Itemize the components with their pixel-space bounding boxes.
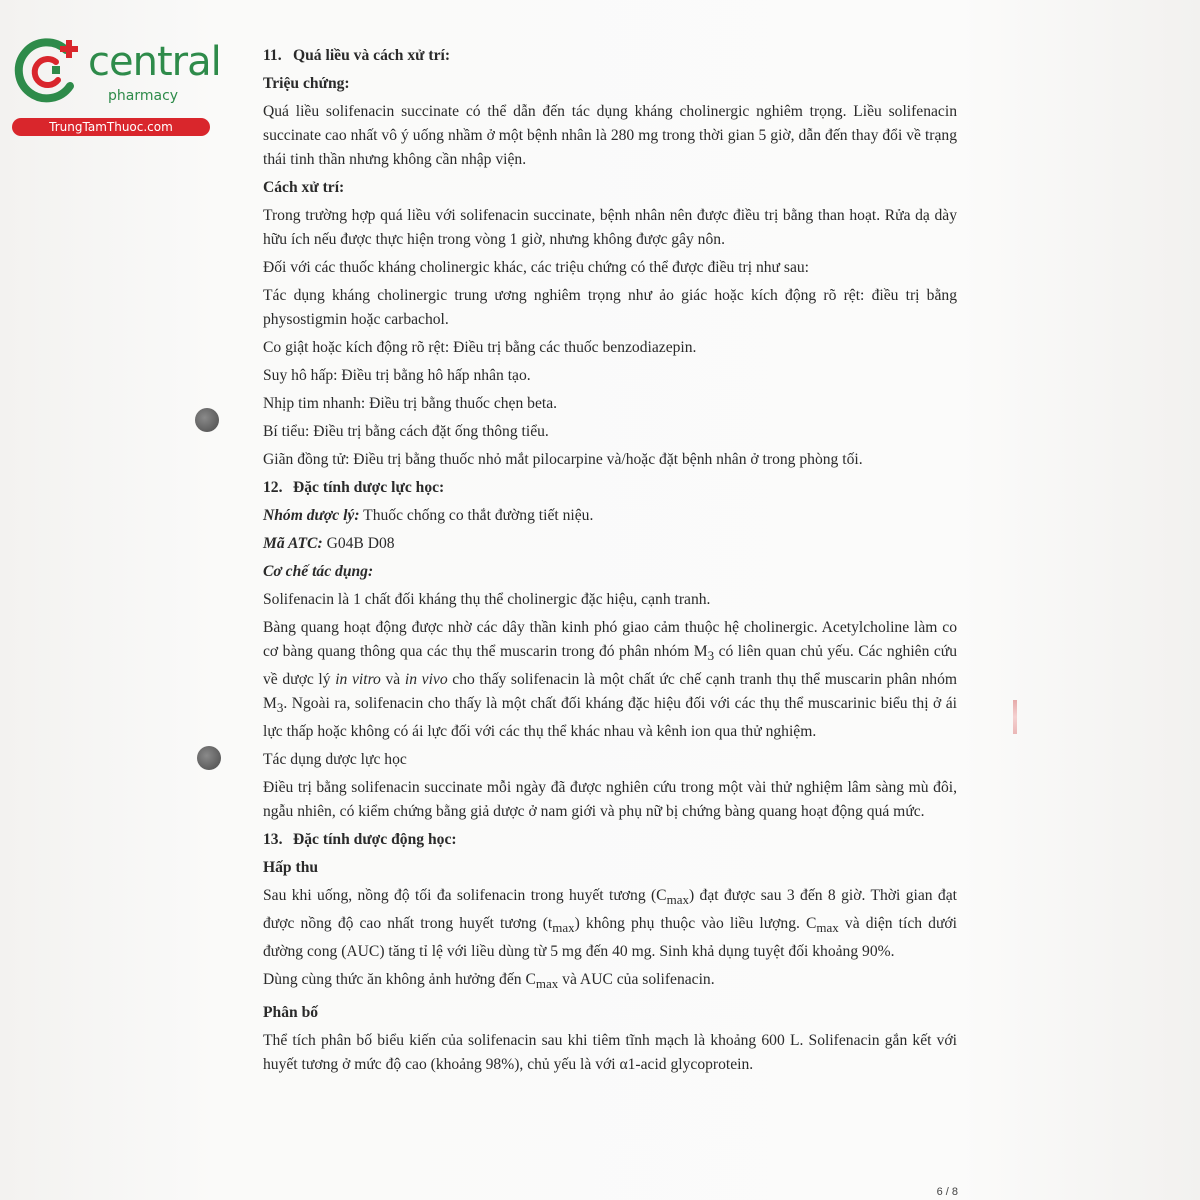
treatment-paragraph: Giãn đồng tử: Điều trị bằng thuốc nhỏ mắt pilocarpine và/hoặc đặt bệnh nhân ở trong phòng tối. — [263, 451, 863, 468]
section-13-heading — [263, 828, 957, 852]
treatment-paragraph: Suy hô hấp: Điều trị bằng hô hấp nhân tạo. — [263, 367, 531, 384]
text-run: ) không phụ thuộc vào liều lượng. C — [574, 915, 817, 933]
document-content — [263, 44, 957, 1081]
section-number: 13. — [263, 831, 283, 849]
absorption-paragraph — [263, 884, 957, 964]
logo-website: TrungTamThuoc.com — [12, 118, 210, 136]
punch-hole-top — [195, 408, 219, 432]
section-title: Đặc tính dược động học: — [293, 831, 457, 849]
central-logo-icon — [12, 36, 84, 108]
section-number: 11. — [263, 47, 282, 64]
mechanism-paragraph — [263, 616, 957, 744]
atc-value: G04B D08 — [326, 535, 395, 552]
section-title: Đặc tính dược lực học: — [293, 479, 445, 496]
margin-mark — [1013, 700, 1017, 734]
text-run: cho thấy solifenacin là một chất ức chế cạnh tranh thụ thể muscarin phân nhóm M — [263, 671, 958, 713]
text-run: Dùng cùng thức ăn không ảnh hưởng đến C — [263, 971, 536, 989]
atc-label: Mã ATC: — [263, 535, 323, 552]
absorption-heading: Hấp thu — [263, 859, 319, 877]
symptoms-heading: Triệu chứng: — [263, 75, 350, 92]
text-run: . Ngoài ra, solifenacin cho thấy là một chất đối kháng đặc hiệu đối với các thụ thể muscarinic biểu thị ở ái lực thấp hoặc không có ái lực đối với các thụ thể khác nhau và kênh ion qua thử nghiệm. — [263, 695, 957, 741]
distribution-heading: Phân bố — [263, 1003, 319, 1021]
section-12-heading — [263, 476, 957, 500]
section-11-heading — [263, 44, 957, 68]
absorption-paragraph — [263, 968, 957, 996]
page-number: 6 / 8 — [936, 1186, 958, 1198]
text-run: và AUC của solifenacin. — [558, 971, 715, 989]
treatment-paragraph: Tác dụng kháng cholinergic trung ương nghiêm trọng như ảo giác hoặc kích động rõ rệt: điều trị bằng physostigmin hoặc carbachol. — [263, 287, 957, 328]
subscript: max — [666, 892, 689, 908]
subscript: max — [552, 920, 575, 936]
italic-run: in vivo — [404, 671, 448, 689]
text-run: Sau khi uống, nồng độ tối đa solifenacin trong huyết tương (C — [263, 887, 667, 905]
symptoms-text: Quá liều solifenacin succinate có thể dẫn đến tác dụng kháng cholinergic nghiêm trọng. Liều solifenacin succinate cao nhất vô ý uống nhầm ở một bệnh nhân là 280 mg trong thời gian 5 giờ, dẫn đến thay đổi về trạng thái tinh thần nhưng không cần nhập viện. — [263, 103, 957, 168]
treatment-paragraph: Trong trường hợp quá liều với solifenacin succinate, bệnh nhân nên được điều trị bằng than hoạt. Rửa dạ dày hữu ích nếu được thực hiện trong vòng 1 giờ, nhưng không được gây nôn. — [263, 207, 957, 248]
treatment-paragraph: Nhịp tim nhanh: Điều trị bằng thuốc chẹn beta. — [263, 395, 558, 412]
logo-brand: central — [88, 39, 221, 85]
atc-code — [263, 532, 957, 556]
logo-subtitle: pharmacy — [108, 88, 179, 104]
pharmacodynamics-heading: Tác dụng dược lực học — [263, 751, 407, 769]
mechanism-paragraph: Solifenacin là 1 chất đối kháng thụ thể cholinergic đặc hiệu, cạnh tranh. — [263, 591, 711, 608]
punch-hole-bottom — [197, 746, 221, 770]
pharmacodynamics-text: Điều trị bằng solifenacin succinate mỗi ngày đã được nghiên cứu trong một vài thử nghiệm lâm sàng mù đôi, ngẫu nhiên, có kiểm chứng bằng giả dược ở nam giới và phụ nữ bị chứng bàng quang hoạt động quá mức. — [263, 779, 957, 821]
pharmacologic-group — [263, 504, 957, 528]
section-number: 12. — [263, 479, 283, 496]
distribution-text: Thể tích phân bố biểu kiến của solifenacin sau khi tiêm tĩnh mạch là khoảng 600 L. Solifenacin gắn kết với huyết tương ở mức độ cao (khoảng 98%), chủ yếu là với α1-acid glycoprotein. — [263, 1031, 957, 1073]
treatment-paragraph: Đối với các thuốc kháng cholinergic khác, các triệu chứng có thể được điều trị như sau: — [263, 259, 810, 276]
subscript: max — [816, 920, 839, 936]
pharmacy-logo — [12, 36, 221, 136]
text-run: có liên quan chủ yếu. Các nghiên cứu về dược lý — [263, 643, 957, 689]
subscript: 3 — [276, 700, 284, 716]
treatment-paragraph: Co giật hoặc kích động rõ rệt: Điều trị bằng các thuốc benzodiazepin. — [263, 339, 697, 356]
mechanism-heading: Cơ chế tác dụng: — [263, 563, 374, 580]
subscript: max — [535, 976, 559, 992]
text-run: Bàng quang hoạt động được nhờ các dây thần kinh phó giao cảm thuộc hệ cholinergic. Acetylcholine làm co cơ bàng quang thông qua các thụ thể muscarin trong đó phân nhóm M — [263, 619, 957, 660]
text-run: và diện tích dưới đường cong (AUC) tăng tỉ lệ với liều dùng từ 5 mg đến 40 mg. Sinh khả dụng tuyệt đối khoảng 90%. — [263, 915, 957, 961]
text-run: ) đạt được sau 3 đến 8 giờ. Thời gian đạt được nồng độ cao nhất trong huyết tương (t — [263, 887, 957, 933]
group-value: Thuốc chống co thắt đường tiết niệu. — [363, 507, 594, 524]
section-title: Quá liều và cách xử trí: — [293, 47, 451, 64]
treatment-paragraph: Bí tiểu: Điều trị bằng cách đặt ống thông tiểu. — [263, 423, 549, 440]
text-run: và — [380, 671, 405, 689]
italic-run: in vitro — [335, 671, 381, 689]
group-label: Nhóm dược lý: — [263, 507, 360, 524]
subscript: 3 — [707, 648, 715, 664]
treatment-heading: Cách xử trí: — [263, 179, 345, 196]
